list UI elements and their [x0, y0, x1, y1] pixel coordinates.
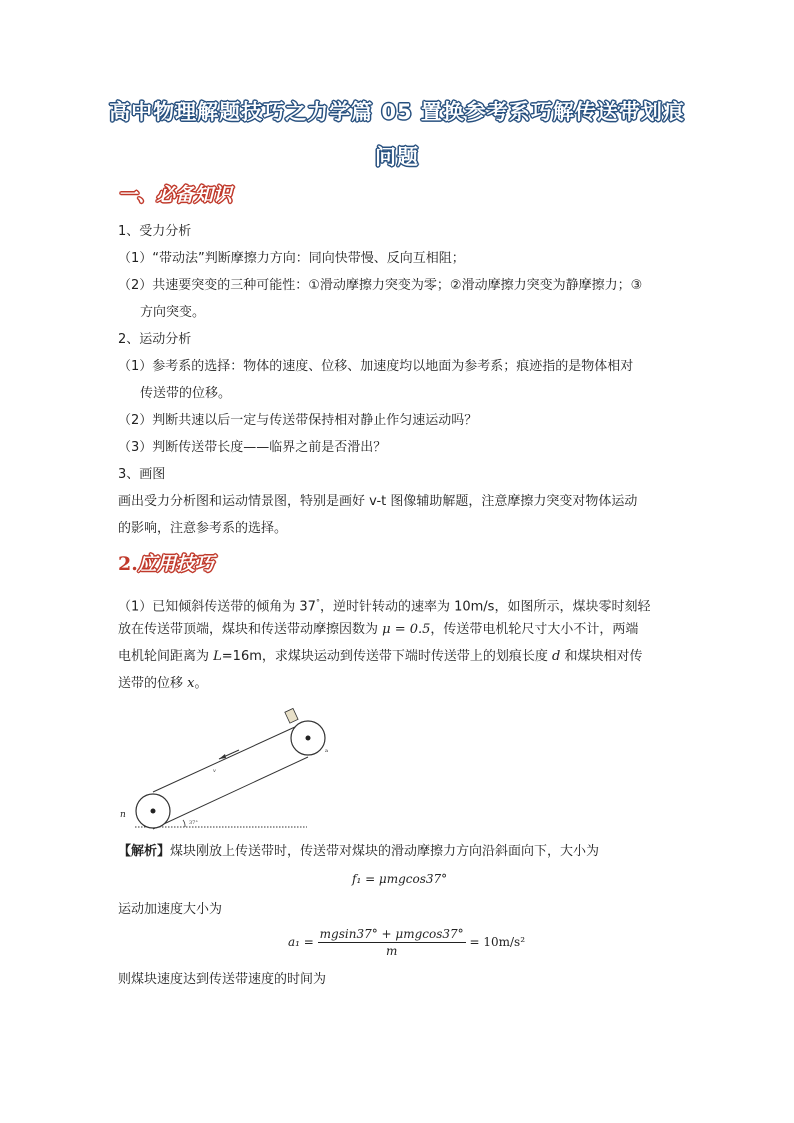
document-title-line-2: 问题 [375, 145, 419, 169]
problem-text: 电机轮间距离为 [118, 649, 214, 664]
variable-L: L [213, 649, 222, 664]
text-judge-common-speed: （2）判断共速以后一定与传送带保持相对静止作匀速运动吗？ [118, 413, 478, 428]
degree-mark: ° [315, 598, 320, 607]
problem-text: =16m，求煤块运动到传送带下端时传送带上的划痕长度 [221, 649, 553, 664]
velocity-arrowhead [219, 754, 226, 759]
text-common-speed: （2）共速要突变的三种可能性：①滑动摩擦力突变为零；②滑动摩擦力突变为静摩擦力；③ [118, 278, 643, 293]
belt-top-edge [153, 721, 308, 792]
problem-text: 放在传送带顶端，煤块和传送带动摩擦因数为 [118, 622, 383, 637]
problem-line-4 [118, 675, 208, 693]
problem-line-2 [118, 621, 638, 639]
section-heading-application [118, 549, 214, 576]
top-wheel-label: a [325, 748, 328, 754]
angle-label: 37° [189, 820, 198, 826]
bottom-wheel-axle [151, 809, 156, 814]
formula-a1-denominator: m [385, 944, 398, 958]
solution-text: 煤块刚放上传送带时，传送带对煤块的滑动摩擦力方向沿斜面向下，大小为 [170, 844, 600, 859]
formula-a1-numerator: mgsin37° + μmgcos37° [319, 927, 464, 941]
formula-a1-fraction [318, 927, 466, 958]
variable-d: d [552, 649, 561, 664]
friction-coefficient: μ = 0.5 [382, 622, 431, 637]
text-draw: 3、画图 [118, 467, 166, 482]
formula-a1 [288, 927, 525, 958]
variable-x: x [187, 676, 195, 691]
velocity-label: v [213, 768, 216, 774]
section-heading-essential-knowledge: 一、必备知识 [118, 184, 233, 206]
problem-text: ，传送带电机轮尺寸大小不计，两端 [430, 622, 639, 637]
problem-text: 。 [194, 676, 208, 691]
problem-line-1 [118, 594, 650, 616]
text-motion-analysis: 2、运动分析 [118, 332, 192, 347]
formula-f1: f₁ = μmgcos37° [352, 872, 448, 886]
problem-text: （1）已知倾斜传送带的倾角为 37 [118, 599, 316, 615]
section-heading-text: 应用技巧 [137, 553, 214, 575]
bottom-wheel-label: n [120, 810, 126, 820]
problem-text: ，逆时针转动的速率为 10m/s，如图所示，煤块零时刻轻 [319, 599, 651, 615]
text-common-speed-cont: 方向突变。 [140, 305, 206, 320]
text-judge-length: （3）判断传送带长度——临界之前是否滑出？ [118, 440, 387, 455]
text-force-analysis: 1、受力分析 [118, 224, 192, 239]
text-drive-method: （1）“带动法”判断摩擦力方向：同向快带慢、反向互相阻； [118, 251, 465, 266]
angle-arc [183, 820, 185, 827]
problem-text: 送带的位移 [118, 676, 188, 691]
solution-bracket-label: 【解析】 [118, 844, 171, 859]
solution-line-2: 运动加速度大小为 [118, 902, 223, 917]
top-wheel-axle [306, 736, 311, 741]
text-reference-frame-cont: 传送带的位移。 [140, 386, 232, 401]
conveyor-belt-diagram [115, 700, 328, 835]
formula-a1-lhs: a₁ = [288, 935, 314, 949]
text-reference-frame: （1）参考系的选择：物体的速度、位移、加速度均以地面为参考系；痕迹指的是物体相对 [118, 359, 634, 374]
coal-block [285, 708, 298, 723]
formula-a1-rhs: = 10m/s² [469, 935, 526, 949]
belt-bottom-edge [153, 757, 308, 829]
text-draw-desc-cont: 的影响，注意参考系的选择。 [118, 521, 288, 536]
solution-line-3: 则煤块速度达到传送带速度的时间为 [118, 972, 327, 987]
solution-line-1 [118, 843, 599, 861]
problem-text: 和煤块相对传 [560, 649, 643, 664]
text-draw-desc: 画出受力分析图和运动情景图，特别是画好 v-t 图像辅助解题，注意摩擦力突变对物体运动 [118, 494, 638, 509]
document-title-line-1: 高中物理解题技巧之力学篇 05 置换参考系巧解传送带划痕 [109, 100, 685, 124]
problem-line-3 [118, 648, 642, 666]
section-heading-number: 2. [118, 553, 138, 575]
